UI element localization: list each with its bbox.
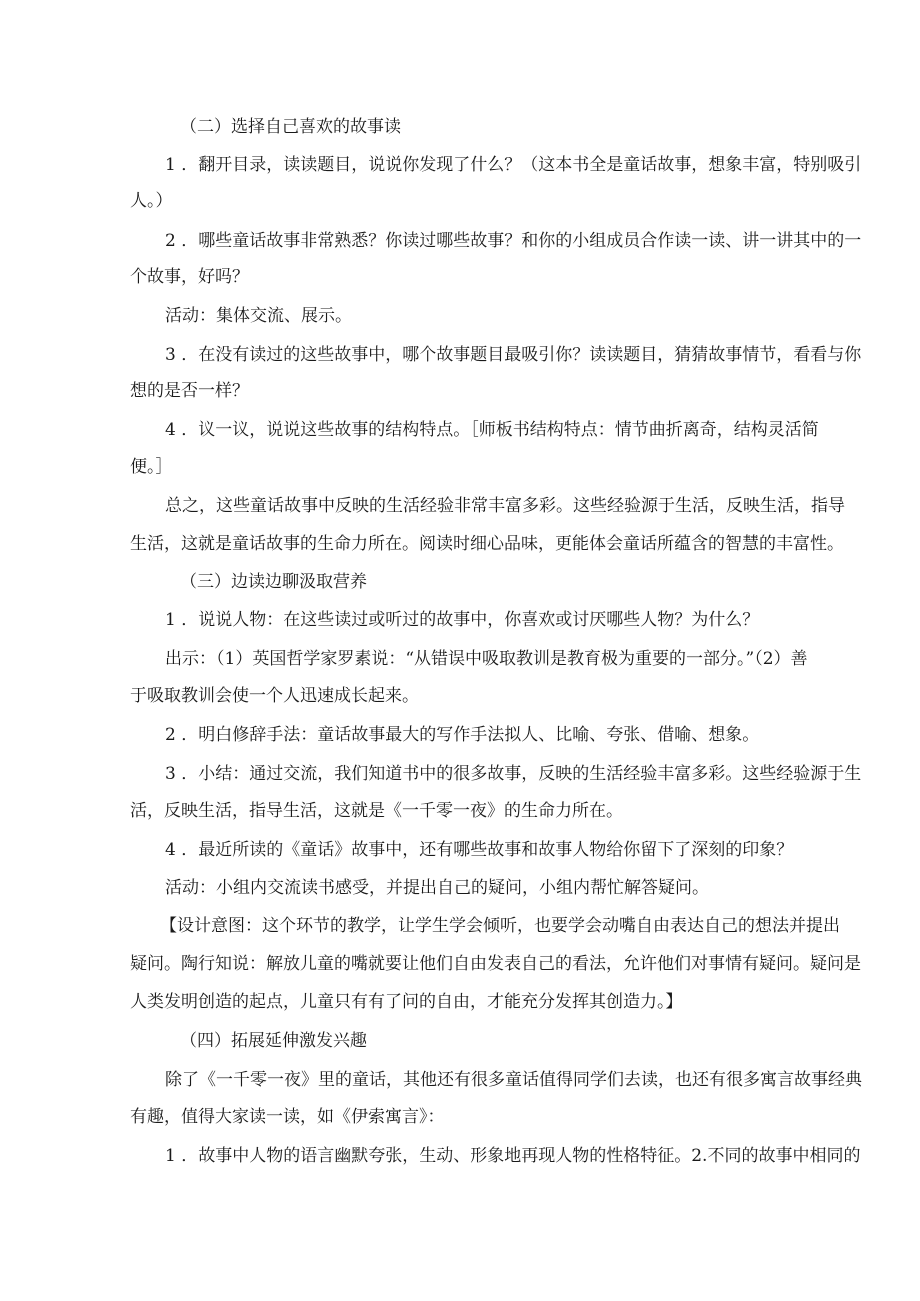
- paragraph-line: 人。）: [130, 191, 173, 211]
- paragraph-line: 除了《一千零一夜》里的童话，其他还有很多童话值得同学们去读，也还有很多寓言故事经典: [165, 1070, 862, 1090]
- paragraph-line: 4 ．议一议，说说这些故事的结构特点。［师板书结构特点：情节曲折离奇，结构灵活简: [165, 420, 819, 440]
- section-heading: （四）拓展延伸激发兴趣: [180, 1031, 367, 1051]
- paragraph-line: 1 ．翻开目录，读读题目，说说你发现了什么？（这本书全是童话故事，想象丰富，特别吸引: [165, 155, 862, 175]
- paragraph-line: 疑问。陶行知说：解放儿童的嘴就要让他们自由发表自己的看法，允许他们对事情有疑问。疑问是: [130, 954, 861, 974]
- paragraph-line: 总之，这些童话故事中反映的生活经验非常丰富多彩。这些经验源于生活，反映生活，指导: [165, 496, 845, 516]
- section-heading: （二）选择自己喜欢的故事读: [180, 117, 401, 137]
- paragraph-line: 生活，这就是童话故事的生命力所在。阅读时细心品味，更能体会童话所蕴含的智慧的丰富性。: [130, 534, 844, 554]
- paragraph-line: 出示：（1）英国哲学家罗素说：“从错误中吸取教训是教育极为重要的一部分。”（2）善: [165, 649, 808, 669]
- paragraph-line: 人类发明创造的起点，儿童只有有了问的自由，才能充分发挥其创造力。】: [130, 992, 683, 1012]
- paragraph-line: 于吸取教训会使一个人迅速成长起来。: [130, 686, 419, 706]
- paragraph-line: 便。］: [130, 457, 173, 477]
- paragraph-line: 【设计意图：这个环节的教学，让学生学会倾听，也要学会动嘴自由表达自己的想法并提出: [160, 916, 840, 936]
- paragraph-line: 活动：集体交流、展示。: [165, 306, 352, 326]
- paragraph-line: 活动：小组内交流读书感受，并提出自己的疑问，小组内帮忙解答疑问。: [165, 878, 709, 898]
- paragraph-line: 1 ．说说人物：在这些读过或听过的故事中，你喜欢或讨厌哪些人物？为什么？: [165, 610, 760, 630]
- section-heading: （三）边读边聊汲取营养: [180, 572, 367, 592]
- paragraph-line: 想的是否一样？: [130, 381, 249, 401]
- paragraph-line: 3 ．小结：通过交流，我们知道书中的很多故事，反映的生活经验丰富多彩。这些经验源于生: [165, 764, 862, 784]
- paragraph-line: 2 ．明白修辞手法：童话故事最大的写作手法拟人、比喻、夸张、借喻、想象。: [165, 725, 760, 745]
- paragraph-line: 活，反映生活，指导生活，这就是《一千零一夜》的生命力所在。: [130, 801, 623, 821]
- paragraph-line: 有趣，值得大家读一读，如《伊索寓言》：: [130, 1107, 445, 1127]
- paragraph-line: 3 ．在没有读过的这些故事中，哪个故事题目最吸引你？读读题目，猜猜故事情节，看看与你: [165, 345, 862, 365]
- paragraph-line: 1 ．故事中人物的语言幽默夸张，生动、形象地再现人物的性格特征。2.不同的故事中相同的: [165, 1146, 861, 1166]
- paragraph-line: 个故事，好吗？: [130, 267, 249, 287]
- paragraph-line: 2 ．哪些童话故事非常熟悉？你读过哪些故事？和你的小组成员合作读一读、讲一讲其中的一: [165, 231, 862, 251]
- paragraph-line: 4 ．最近所读的《童话》故事中，还有哪些故事和故事人物给你留下了深刻的印象？: [165, 840, 794, 860]
